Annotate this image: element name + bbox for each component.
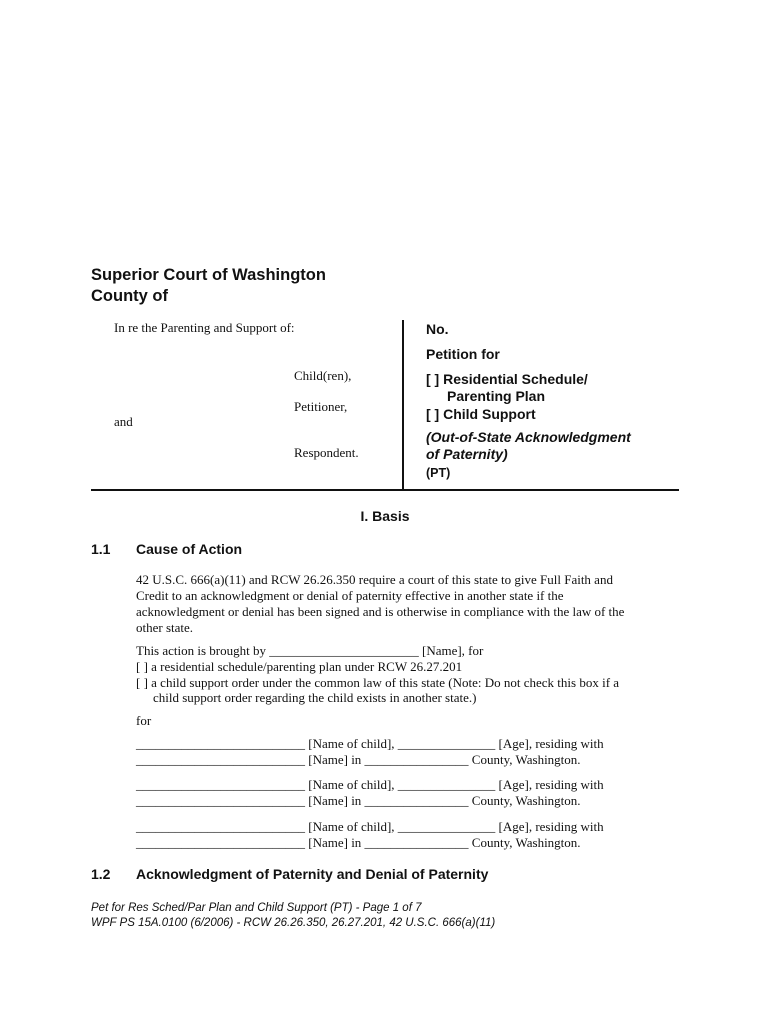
child-entry-3-line1: __________________________ [Name of child], _______________ [Age], residing with <box>136 819 604 834</box>
section-1-2-title: Acknowledgment of Paternity and Denial of Paternity <box>136 866 489 882</box>
for-label: for <box>136 713 152 728</box>
county-label: County of <box>91 287 168 305</box>
court-heading <box>91 265 326 307</box>
footer-page-info: Pet for Res Sched/Par Plan and Child Support (PT) - Page 1 of 7 <box>91 902 422 914</box>
child-entry-2-line1: __________________________ [Name of child], _______________ [Age], residing with <box>136 777 604 792</box>
section-1-1-title: Cause of Action <box>136 541 243 557</box>
option-residential-line: [ ] a residential schedule/parenting plan under RCW 26.27.201 <box>136 659 463 674</box>
petition-for-label: Petition for <box>426 346 500 362</box>
caption-in-re: In re the Parenting and Support of: <box>114 320 295 335</box>
section-1-2-number: 1.2 <box>91 866 111 882</box>
caption-and: and <box>114 414 133 429</box>
section-title: I. Basis <box>360 508 410 524</box>
option-child-support-note: child support order regarding the child exists in another state.) <box>153 690 477 705</box>
child-entry-2-line2: __________________________ [Name] in ________________ County, Washington. <box>136 793 581 808</box>
option-residential-schedule: [ ] Residential Schedule/ <box>426 371 588 387</box>
caption-divider-horizontal <box>91 489 679 491</box>
caption-divider-vertical <box>402 320 404 490</box>
footer-form-info: WPF PS 15A.0100 (6/2006) - RCW 26.26.350, 26.27.201, 42 U.S.C. 666(a)(11) <box>91 917 496 929</box>
petition-subtitle-line2: of Paternity) <box>426 446 508 462</box>
child-entry-1-line2: __________________________ [Name] in ________________ County, Washington. <box>136 752 581 767</box>
caption-respondent: Respondent. <box>294 445 359 460</box>
child-entry-1-line1: __________________________ [Name of child], _______________ [Age], residing with <box>136 736 604 751</box>
child-entry-3-line2: __________________________ [Name] in ________________ County, Washington. <box>136 835 581 850</box>
case-number-label: No. <box>426 321 449 337</box>
caption-petitioner: Petitioner, <box>294 399 348 414</box>
caption-children: Child(ren), <box>294 368 352 383</box>
paragraph-line: Credit to an acknowledgment or denial of paternity effective in another state if the <box>136 588 564 603</box>
option-parenting-plan: Parenting Plan <box>447 388 546 404</box>
brought-by-line: This action is brought by _______________________ [Name], for <box>136 643 484 658</box>
paragraph-line: 42 U.S.C. 666(a)(11) and RCW 26.26.350 require a court of this state to give Full Faith and <box>136 572 613 587</box>
section-1-1-number: 1.1 <box>91 541 111 557</box>
option-child-support: [ ] Child Support <box>426 406 536 422</box>
court-name: Superior Court of Washington <box>91 266 326 284</box>
option-child-support-line: [ ] a child support order under the common law of this state (Note: Do not check this box if a <box>136 675 620 690</box>
paragraph-line: acknowledgment or denial has been signed and is otherwise in compliance with the law of the <box>136 604 625 619</box>
cause-of-action-paragraph <box>136 572 666 636</box>
petition-subtitle-line1: (Out-of-State Acknowledgment <box>426 429 631 445</box>
paragraph-line: other state. <box>136 620 194 635</box>
petition-code: (PT) <box>426 466 451 480</box>
